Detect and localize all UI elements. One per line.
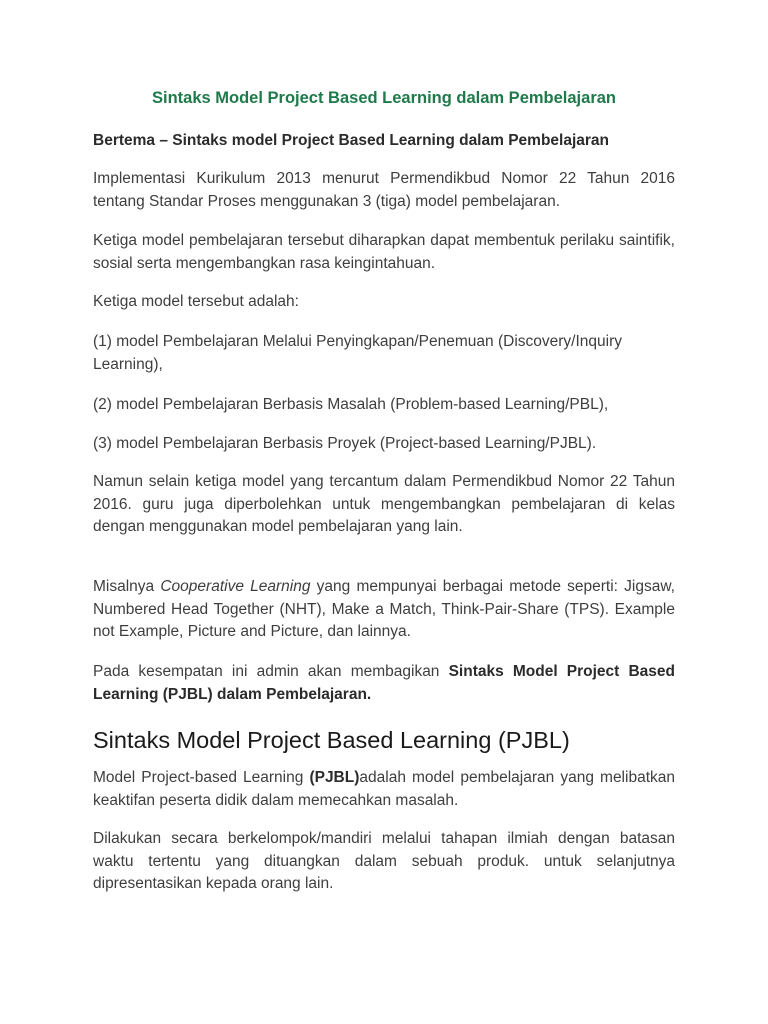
paragraph-ketiga-model-adalah: Ketiga model tersebut adalah: xyxy=(93,293,299,310)
intro-bold-line: Bertema – Sintaks model Project Based Learning dalam Pembelajaran xyxy=(93,132,610,149)
paragraph-namun-selain: Namun selain ketiga model yang tercantum dalam Permendikbud Nomor 22 Tahun 2016. guru juga diperbolehkan untuk mengembangkan pembelajaran di kelas dengan menggunakan model pembelajaran yang lain. xyxy=(93,473,675,535)
paragraph-model-pjbl xyxy=(93,767,675,812)
section-heading-sintaks-pjbl: Sintaks Model Project Based Learning (PJBL) xyxy=(93,727,570,753)
list-item-pbl: (2) model Pembelajaran Berbasis Masalah (Problem-based Learning/PBL), xyxy=(93,396,609,413)
paragraph-dilakukan: Dilakukan secara berkelompok/mandiri melalui tahapan ilmiah dengan batasan waktu tertentu yang dituangkan dalam sebuah produk. untuk selanjutnya dipresentasikan kepada orang lain. xyxy=(93,830,675,892)
paragraph-implementasi: Implementasi Kurikulum 2013 menurut Permendikbud Nomor 22 Tahun 2016 tentang Standar Proses menggunakan 3 (tiga) model pembelajaran. xyxy=(93,170,675,210)
paragraph-model-pjbl-prefix: Model Project-based Learning xyxy=(93,769,310,786)
paragraph-model-pjbl-bold: (PJBL) xyxy=(309,769,360,786)
list-item-discovery: (1) model Pembelajaran Melalui Penyingkapan/Penemuan (Discovery/Inquiry Learning), xyxy=(93,333,622,373)
list-item-pjbl: (3) model Pembelajaran Berbasis Proyek (Project-based Learning/PJBL). xyxy=(93,435,597,452)
paragraph-pada-kesempatan-prefix: Pada kesempatan ini admin akan membagikan xyxy=(93,663,449,680)
document-title: Sintaks Model Project Based Learning dalam Pembelajaran xyxy=(152,89,616,107)
paragraph-model-pjbl-suffix: adalah model pembelajaran yang melibatkan keaktifan peserta didik dalam memecahkan masalah. xyxy=(93,769,675,809)
paragraph-pada-kesempatan-bold: Sintaks Model Project Based Learning (PJBL) dalam Pembelajaran. xyxy=(93,663,675,703)
paragraph-misalnya-suffix: yang mempunyai berbagai metode seperti: Jigsaw, Numbered Head Together (NHT), Make a Match, Think-Pair-Share (TPS). Example not Example, Picture and Picture, dan lainnya. xyxy=(93,578,675,640)
paragraph-ketiga-model: Ketiga model pembelajaran tersebut diharapkan dapat membentuk perilaku saintifik, sosial serta mengembangkan rasa keingintahuan. xyxy=(93,232,675,272)
paragraph-pada-kesempatan xyxy=(93,661,675,706)
paragraph-misalnya-prefix: Misalnya xyxy=(93,578,161,595)
paragraph-misalnya xyxy=(93,576,675,644)
paragraph-misalnya-italic: Cooperative Learning xyxy=(160,578,311,595)
